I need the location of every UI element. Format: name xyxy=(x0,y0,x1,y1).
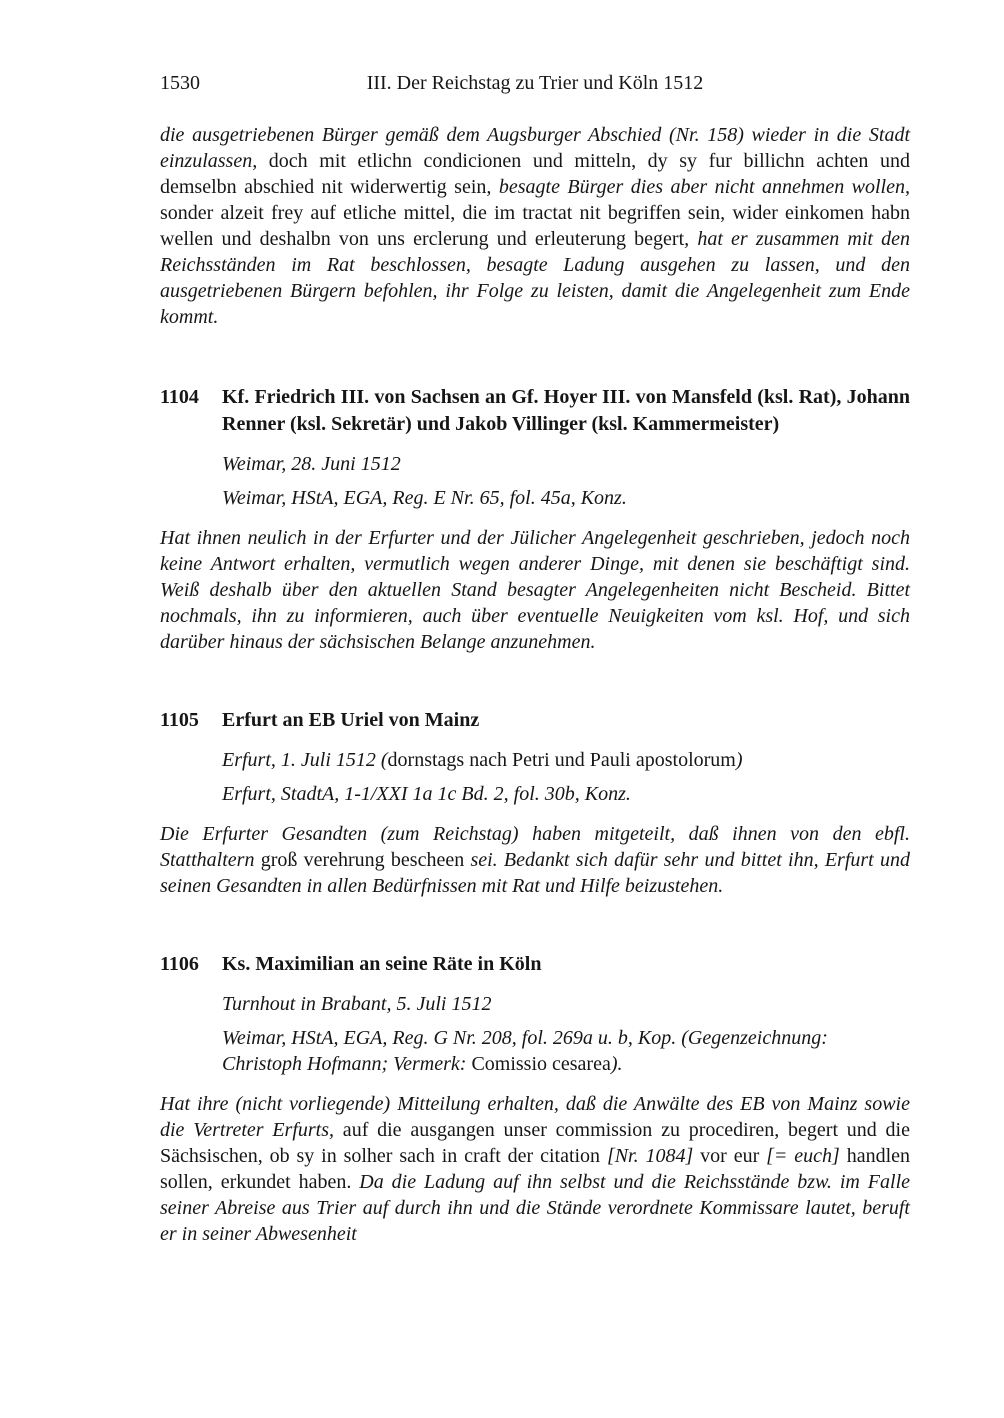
entry-1104 xyxy=(160,384,910,655)
text-segment: groß verehrung bescheen xyxy=(254,849,471,871)
text-segment: sei. Bedankt sich dafür sehr und bittet ihn, Erfurt und seinen Gesandten in allen Bedürfnissen mit Rat und Hilfe beizustehen. xyxy=(160,849,910,897)
continuation-paragraph xyxy=(160,122,910,330)
entry-archive xyxy=(222,485,910,511)
text-segment: die ausgetriebenen Bürger gemäß dem Augsburger Abschied (Nr. 158) wieder in die Stadt einzulassen, xyxy=(160,124,910,172)
entry-archive xyxy=(222,781,910,807)
text-segment: Weimar, HStA, EGA, Reg. G Nr. 208, fol. 269a u. b, Kop. (Gegenzeichnung: Christoph Hofmann; Vermerk: xyxy=(222,1027,828,1075)
text-segment: , hat er zusammen mit den Reichsständen im Rat beschlossen, besagte Ladung ausgehen zu lassen, und den ausgetriebenen Bürgern befohlen, ihr Folge zu leisten, damit die Angelegenheit zum Ende kommt. xyxy=(160,228,910,328)
text-segment: doch mit etlichn condicionen und mitteln, dy sy fur billichn achten und demselbn abschied nit widerwertig sein xyxy=(160,150,910,198)
entry-title: Kf. Friedrich III. von Sachsen an Gf. Hoyer III. von Mansfeld (ksl. Rat), Johann Renner (ksl. Sekretär) und Jakob Villinger (ksl. Kammermeister) xyxy=(222,386,910,435)
text-segment: Hat ihnen neulich in der Erfurter und der Jülicher Angelegenheit geschrieben, jedoch noch keine Antwort erhalten, vermutlich wegen anderer Dinge, mit denen sie beschäftigt sind. Weiß deshalb über den aktuellen Stand besagter Angelegenheiten nicht Bescheid. Bittet nochmals, ihn zu informieren, auch über eventuelle Neuigkeiten vom ksl. Hof, und sich darüber hinaus der sächsischen Belange anzunehmen. xyxy=(160,527,910,653)
text-segment: Die Erfurter Gesandten (zum Reichstag) haben mitgeteilt, daß ihnen von den ebfl. Statthaltern xyxy=(160,823,910,871)
text-segment: , besagte Bürger dies aber nicht annehmen wollen, xyxy=(486,176,910,198)
text-segment: dornstags nach Petri und Pauli apostolorum xyxy=(387,749,736,771)
text-segment: Erfurt, 1. Juli 1512 ( xyxy=(222,749,388,771)
text-segment: ) xyxy=(735,749,743,771)
entry-1106 xyxy=(160,951,910,1247)
text-segment: Erfurt, StadtA, 1-1/XXI 1a 1c Bd. 2, fol. 30b, Konz. xyxy=(222,783,631,805)
text-segment: ). xyxy=(610,1053,623,1075)
entry-title: Erfurt an EB Uriel von Mainz xyxy=(222,709,480,731)
text-segment: sonder alzeit frey auf etliche mittel, die im tractat nit begriffen sein, wider einkomen habn wellen und deshalbn von uns erclerung und erleuterung begert xyxy=(160,202,910,250)
text-segment: Turnhout in Brabant, 5. Juli 1512 xyxy=(222,993,492,1015)
text-segment: Weimar, HStA, EGA, Reg. E Nr. 65, fol. 45a, Konz. xyxy=(222,487,627,509)
entry-summary xyxy=(160,525,910,655)
entry-number: 1106 xyxy=(160,953,199,975)
entry-heading xyxy=(160,951,910,978)
entry-dateline xyxy=(222,991,910,1017)
text-segment: [= euch] xyxy=(766,1145,840,1167)
text-segment: vor eur xyxy=(693,1145,767,1167)
entry-summary xyxy=(160,821,910,899)
page-header xyxy=(160,70,910,96)
entry-dateline xyxy=(222,747,910,773)
entry-heading xyxy=(160,707,910,734)
entry-number: 1105 xyxy=(160,709,199,731)
entry-1105 xyxy=(160,707,910,899)
entry-summary xyxy=(160,1091,910,1247)
text-segment: [Nr. 1084] xyxy=(606,1145,694,1167)
entry-number: 1104 xyxy=(160,386,199,408)
entry-heading xyxy=(160,384,910,438)
text-segment: handlen sollen, erkundet haben. xyxy=(160,1145,911,1193)
entry-archive xyxy=(222,1025,910,1077)
text-segment: Da die Ladung auf ihn selbst und die Reichsstände bzw. im Falle seiner Abreise aus Trier auf durch ihn und die Stände verordnete Kommissare lautet, beruft er in seiner Abwesenheit xyxy=(160,1171,910,1245)
text-segment: auf die ausgangen unser commission zu procediren, begert und die Sächsischen, ob sy in solher sach in craft der citation xyxy=(160,1119,910,1167)
text-segment: Weimar, 28. Juni 1512 xyxy=(222,453,401,475)
entry-dateline xyxy=(222,451,910,477)
text-segment: Hat ihre (nicht vorliegende) Mitteilung erhalten, daß die Anwälte des EB von Mainz sowie die Vertreter Erfurts, xyxy=(160,1093,910,1141)
text-segment: Comissio cesarea xyxy=(471,1053,611,1075)
running-header: III. Der Reichstag zu Trier und Köln 1512 xyxy=(366,72,704,94)
page-number: 1530 xyxy=(160,72,200,94)
entry-title: Ks. Maximilian an seine Räte in Köln xyxy=(222,953,542,975)
